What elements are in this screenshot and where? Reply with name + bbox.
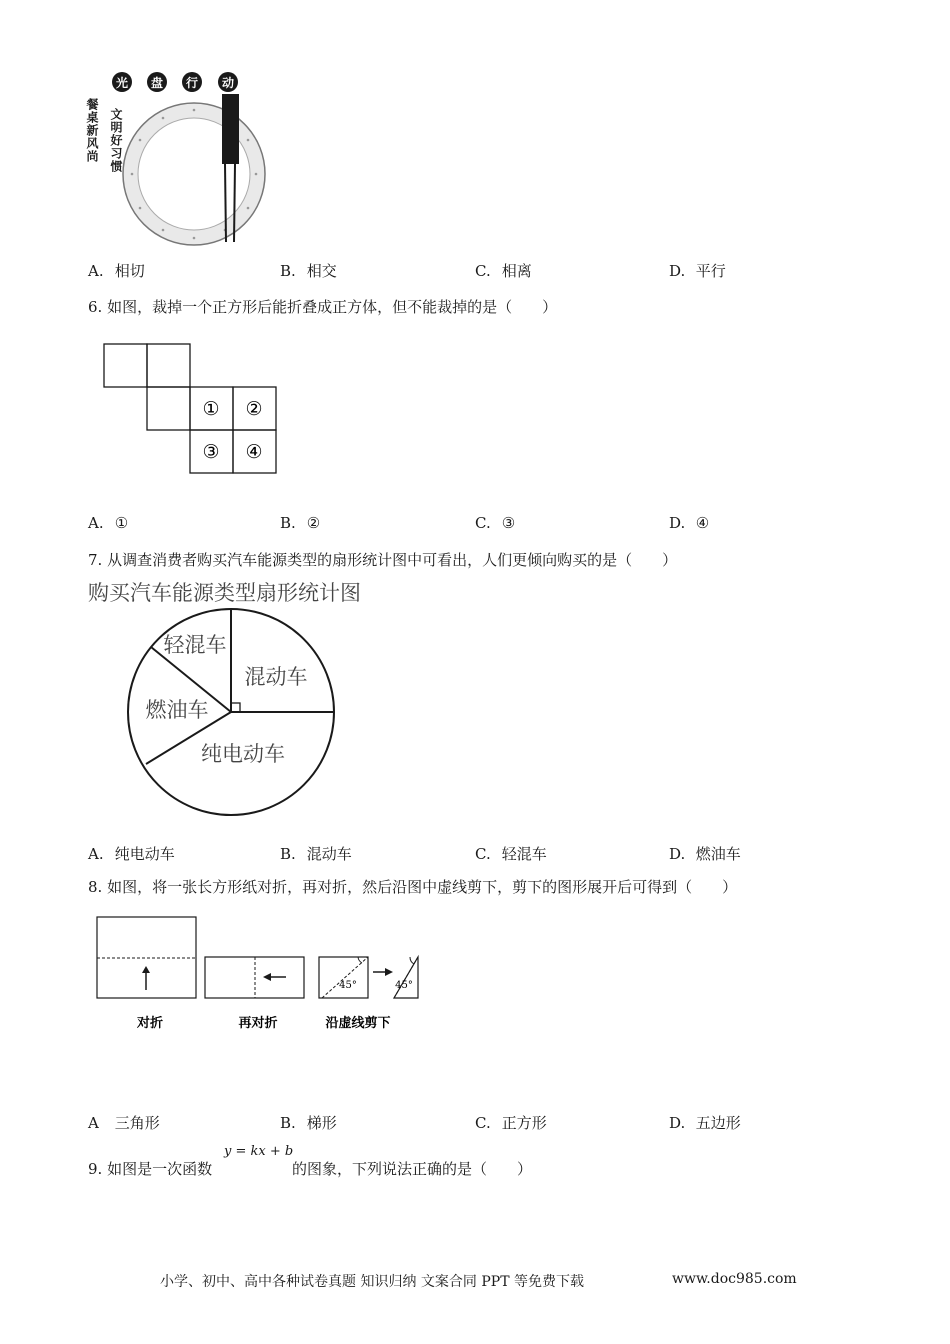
q6-option-d[interactable]: D. ④ bbox=[669, 514, 710, 532]
cell-label-4: ④ bbox=[245, 441, 263, 463]
badge-char: 光 bbox=[115, 76, 129, 90]
sector-label-electric: 纯电动车 bbox=[201, 742, 285, 766]
q8-option-b[interactable]: B. 梯形 bbox=[280, 1114, 337, 1132]
caption-fold: 对折 bbox=[136, 1016, 164, 1031]
sector-label-hybrid: 混动车 bbox=[244, 665, 308, 689]
q6-stem: 6. 如图，裁掉一个正方形后能折叠成正方体，但不能裁掉的是（ ） bbox=[88, 298, 558, 316]
q7-stem: 7. 从调查消费者购买汽车能源类型的扇形统计图中可看出，人们更倾向购买的是（ ） bbox=[88, 551, 678, 569]
pie-chart-title: 购买汽车能源类型扇形统计图 bbox=[88, 581, 361, 605]
q6-option-a[interactable]: A. ① bbox=[88, 514, 129, 532]
q5-option-b[interactable]: B. 相交 bbox=[280, 262, 337, 280]
q7-option-d[interactable]: D. 燃油车 bbox=[669, 845, 741, 863]
cell-label-2: ② bbox=[245, 398, 263, 420]
caption-fold-again: 再对折 bbox=[238, 1016, 278, 1031]
badge-char: 动 bbox=[221, 76, 235, 90]
cell-label-1: ① bbox=[202, 398, 220, 420]
q8-option-c[interactable]: C. 正方形 bbox=[475, 1114, 547, 1132]
sector-label-mild-hybrid: 轻混车 bbox=[163, 633, 227, 657]
cube-net-figure bbox=[100, 340, 282, 478]
footer-text: 小学、初中、高中各种试卷真题 知识归纳 文案合同 PPT 等免费下载 bbox=[160, 1274, 584, 1290]
q6-option-b[interactable]: B. ② bbox=[280, 514, 321, 532]
q7-option-a[interactable]: A. 纯电动车 bbox=[88, 845, 175, 863]
q9-formula: y = kx + b bbox=[224, 1144, 294, 1159]
q7-option-c[interactable]: C. 轻混车 bbox=[475, 845, 547, 863]
q9-stem-prefix: 9. 如图是一次函数 bbox=[88, 1160, 213, 1178]
slogan-left: 餐桌新风尚 bbox=[85, 98, 99, 163]
q5-option-a[interactable]: A. 相切 bbox=[88, 262, 145, 280]
chopstick-handle bbox=[222, 94, 239, 164]
footer-link[interactable]: www.doc985.com bbox=[672, 1271, 797, 1287]
top-badges bbox=[112, 72, 238, 92]
q8-stem: 8. 如图，将一张长方形纸对折，再对折，然后沿图中虚线剪下，剪下的图形展开后可得到（ ） bbox=[88, 878, 738, 896]
q5-option-d[interactable]: D. 平行 bbox=[669, 262, 726, 280]
sector-label-fuel: 燃油车 bbox=[145, 698, 209, 722]
q6-option-c[interactable]: C. ③ bbox=[475, 514, 516, 532]
q9-stem-suffix: 的图象，下列说法正确的是（ ） bbox=[292, 1160, 533, 1178]
right-angle-mark bbox=[231, 703, 240, 712]
paper-fold-figure bbox=[94, 914, 424, 1036]
q7-option-b[interactable]: B. 混动车 bbox=[280, 845, 352, 863]
badge-char: 行 bbox=[185, 76, 199, 90]
angle-label-1: 45° bbox=[339, 980, 357, 991]
badge-char: 盘 bbox=[150, 76, 164, 90]
slogan-inner: 文明好习惯 bbox=[109, 108, 123, 173]
q5-option-c[interactable]: C. 相离 bbox=[475, 262, 532, 280]
angle-label-2: 45° bbox=[395, 980, 413, 991]
q8-option-a[interactable]: A 三角形 bbox=[88, 1114, 160, 1132]
pie-chart-figure bbox=[86, 578, 396, 840]
q8-option-d[interactable]: D. 五边形 bbox=[669, 1114, 741, 1132]
cell-label-3: ③ bbox=[202, 441, 220, 463]
plate-figure bbox=[80, 68, 280, 248]
caption-cut: 沿虚线剪下 bbox=[325, 1016, 391, 1031]
